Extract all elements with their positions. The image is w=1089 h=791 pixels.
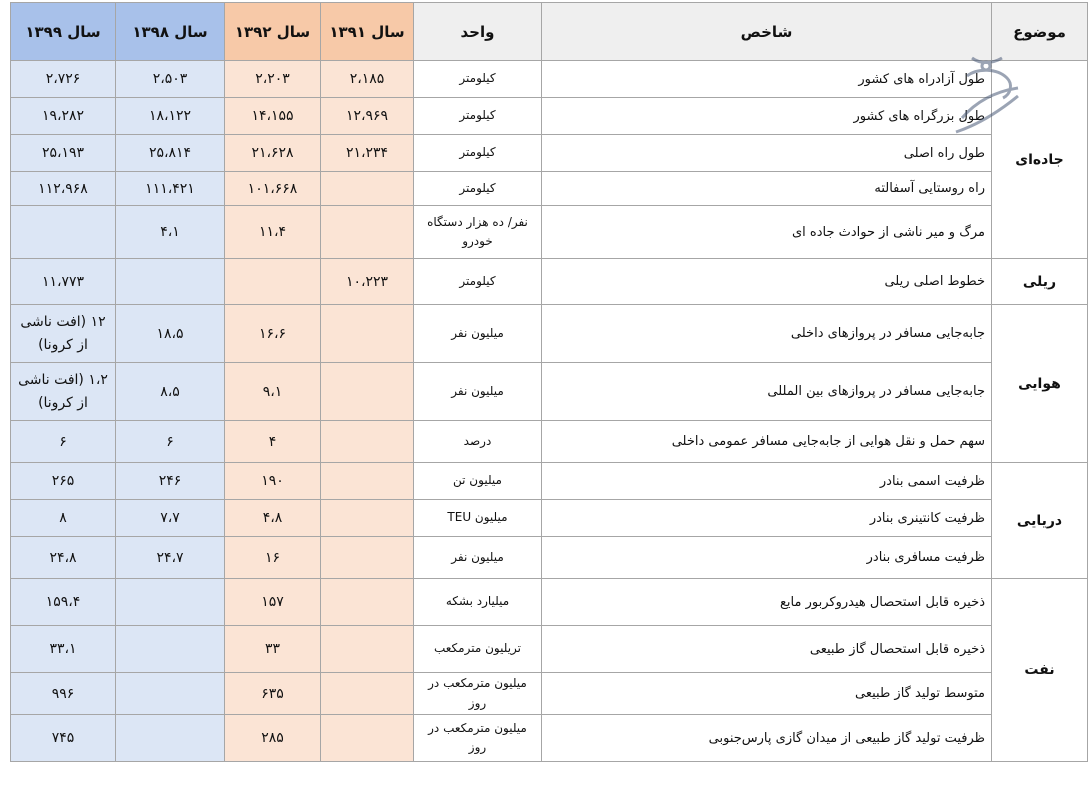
year-1398-cell <box>116 579 225 626</box>
year-1399-cell: ۸ <box>11 500 116 537</box>
year-1399-cell: ۹۹۶ <box>11 673 116 715</box>
year-1392-cell: ۱۰۱،۶۶۸ <box>225 172 321 206</box>
year-1391-cell <box>321 500 414 537</box>
table-row <box>11 98 1088 135</box>
indicator-cell: خطوط اصلی ریلی <box>542 259 992 305</box>
unit-cell: میلیون نفر <box>414 363 542 421</box>
table-row <box>11 715 1088 762</box>
year-1398-cell: ۲۴۶ <box>116 463 225 500</box>
year-1391-cell: ۲۱،۲۳۴ <box>321 135 414 172</box>
table-row <box>11 673 1088 715</box>
statistics-table-container <box>10 2 1087 762</box>
year-1399-cell: ۲۵،۱۹۳ <box>11 135 116 172</box>
year-1392-cell: ۳۳ <box>225 626 321 673</box>
unit-cell: کیلومتر <box>414 98 542 135</box>
year-1391-cell <box>321 537 414 579</box>
table-row <box>11 172 1088 206</box>
year-1399-cell: ۲۶۵ <box>11 463 116 500</box>
indicator-cell: راه روستایی آسفالته <box>542 172 992 206</box>
year-1392-cell: ۱۱،۴ <box>225 206 321 259</box>
statistics-table <box>10 2 1088 762</box>
year-1399-cell: ۷۴۵ <box>11 715 116 762</box>
table-row <box>11 500 1088 537</box>
year-1392-cell: ۱۵۷ <box>225 579 321 626</box>
topic-cell: هوایی <box>992 305 1088 463</box>
header-year-1399: سال ۱۳۹۹ <box>11 3 116 61</box>
table-row <box>11 305 1088 363</box>
header-row <box>11 3 1088 61</box>
year-1398-cell: ۱۸،۵ <box>116 305 225 363</box>
header-year-1391: سال ۱۳۹۱ <box>321 3 414 61</box>
indicator-cell: ظرفیت کانتینری بنادر <box>542 500 992 537</box>
unit-cell: تریلیون مترمکعب <box>414 626 542 673</box>
year-1392-cell: ۱۴،۱۵۵ <box>225 98 321 135</box>
year-1398-cell: ۱۱۱،۴۲۱ <box>116 172 225 206</box>
unit-cell: کیلومتر <box>414 61 542 98</box>
year-1398-cell <box>116 626 225 673</box>
indicator-cell: سهم حمل و نقل هوایی از جابه‌جایی مسافر عمومی داخلی <box>542 421 992 463</box>
year-1391-cell <box>321 363 414 421</box>
indicator-cell: متوسط تولید گاز طبیعی <box>542 673 992 715</box>
unit-cell: کیلومتر <box>414 172 542 206</box>
header-indicator: شاخص <box>542 3 992 61</box>
year-1398-cell: ۸،۵ <box>116 363 225 421</box>
year-1399-cell: ۲۴،۸ <box>11 537 116 579</box>
unit-cell: میلیون تن <box>414 463 542 500</box>
indicator-cell: طول آزادراه های کشور <box>542 61 992 98</box>
indicator-cell: ظرفیت تولید گاز طبیعی از میدان گازی پارس‌جنوبی <box>542 715 992 762</box>
year-1391-cell <box>321 206 414 259</box>
unit-cell: میلیون مترمکعب در روز <box>414 715 542 762</box>
unit-cell: میلیون نفر <box>414 305 542 363</box>
year-1398-cell: ۷،۷ <box>116 500 225 537</box>
table-row <box>11 259 1088 305</box>
unit-cell: میلیون نفر <box>414 537 542 579</box>
year-1391-cell <box>321 305 414 363</box>
unit-cell: کیلومتر <box>414 135 542 172</box>
year-1399-cell <box>11 206 116 259</box>
year-1391-cell <box>321 421 414 463</box>
year-1398-cell: ۲،۵۰۳ <box>116 61 225 98</box>
indicator-cell: طول راه اصلی <box>542 135 992 172</box>
topic-cell: جاده‌ای <box>992 61 1088 259</box>
table-row <box>11 206 1088 259</box>
indicator-cell: ظرفیت اسمی بنادر <box>542 463 992 500</box>
year-1398-cell: ۱۸،۱۲۲ <box>116 98 225 135</box>
indicator-cell: مرگ و میر ناشی از حوادث جاده ای <box>542 206 992 259</box>
indicator-cell: جابه‌جایی مسافر در پروازهای بین المللی <box>542 363 992 421</box>
year-1398-cell <box>116 715 225 762</box>
year-1392-cell: ۱۹۰ <box>225 463 321 500</box>
unit-cell: درصد <box>414 421 542 463</box>
unit-cell: کیلومتر <box>414 259 542 305</box>
year-1391-cell <box>321 172 414 206</box>
table-row <box>11 463 1088 500</box>
table-row <box>11 537 1088 579</box>
table-row <box>11 61 1088 98</box>
year-1399-cell: ۱۵۹،۴ <box>11 579 116 626</box>
year-1392-cell: ۱۶،۶ <box>225 305 321 363</box>
unit-cell: نفر/ ده هزار دستگاه خودرو <box>414 206 542 259</box>
year-1399-cell: ۱۱،۷۷۳ <box>11 259 116 305</box>
year-1391-cell <box>321 715 414 762</box>
year-1392-cell: ۲۸۵ <box>225 715 321 762</box>
indicator-cell: ظرفیت مسافری بنادر <box>542 537 992 579</box>
year-1392-cell: ۱۶ <box>225 537 321 579</box>
table-row <box>11 579 1088 626</box>
topic-cell: ریلی <box>992 259 1088 305</box>
indicator-cell: ذخیره قابل استحصال هیدروکربور مایع <box>542 579 992 626</box>
year-1399-cell: ۱۱۲،۹۶۸ <box>11 172 116 206</box>
year-1398-cell: ۶ <box>116 421 225 463</box>
year-1398-cell: ۲۴،۷ <box>116 537 225 579</box>
header-unit: واحد <box>414 3 542 61</box>
year-1391-cell: ۲،۱۸۵ <box>321 61 414 98</box>
topic-cell: نفت <box>992 579 1088 762</box>
year-1399-cell: ۲،۷۲۶ <box>11 61 116 98</box>
indicator-cell: ذخیره قابل استحصال گاز طبیعی <box>542 626 992 673</box>
year-1399-cell: ۱۹،۲۸۲ <box>11 98 116 135</box>
year-1398-cell: ۲۵،۸۱۴ <box>116 135 225 172</box>
year-1391-cell <box>321 579 414 626</box>
year-1392-cell: ۲،۲۰۳ <box>225 61 321 98</box>
year-1398-cell <box>116 673 225 715</box>
year-1392-cell: ۲۱،۶۲۸ <box>225 135 321 172</box>
year-1398-cell <box>116 259 225 305</box>
year-1399-cell: ۱،۲ (افت ناشی از کرونا) <box>11 363 116 421</box>
year-1391-cell <box>321 673 414 715</box>
table-body <box>11 61 1088 762</box>
year-1392-cell: ۹،۱ <box>225 363 321 421</box>
indicator-cell: طول بزرگراه های کشور <box>542 98 992 135</box>
year-1391-cell <box>321 463 414 500</box>
year-1398-cell: ۴،۱ <box>116 206 225 259</box>
indicator-cell: جابه‌جایی مسافر در پروازهای داخلی <box>542 305 992 363</box>
table-row <box>11 363 1088 421</box>
unit-cell: میلیارد بشکه <box>414 579 542 626</box>
year-1391-cell: ۱۰،۲۲۳ <box>321 259 414 305</box>
table-row <box>11 135 1088 172</box>
unit-cell: میلیون مترمکعب در روز <box>414 673 542 715</box>
year-1399-cell: ۳۳،۱ <box>11 626 116 673</box>
topic-cell: دریایی <box>992 463 1088 579</box>
table-row <box>11 626 1088 673</box>
year-1391-cell: ۱۲،۹۶۹ <box>321 98 414 135</box>
header-year-1398: سال ۱۳۹۸ <box>116 3 225 61</box>
year-1392-cell: ۴،۸ <box>225 500 321 537</box>
header-topic: موضوع <box>992 3 1088 61</box>
table-row <box>11 421 1088 463</box>
year-1392-cell: ۴ <box>225 421 321 463</box>
year-1399-cell: ۶ <box>11 421 116 463</box>
header-year-1392: سال ۱۳۹۲ <box>225 3 321 61</box>
year-1392-cell <box>225 259 321 305</box>
year-1392-cell: ۶۳۵ <box>225 673 321 715</box>
year-1391-cell <box>321 626 414 673</box>
unit-cell: میلیون TEU <box>414 500 542 537</box>
year-1399-cell: ۱۲ (افت ناشی از کرونا) <box>11 305 116 363</box>
